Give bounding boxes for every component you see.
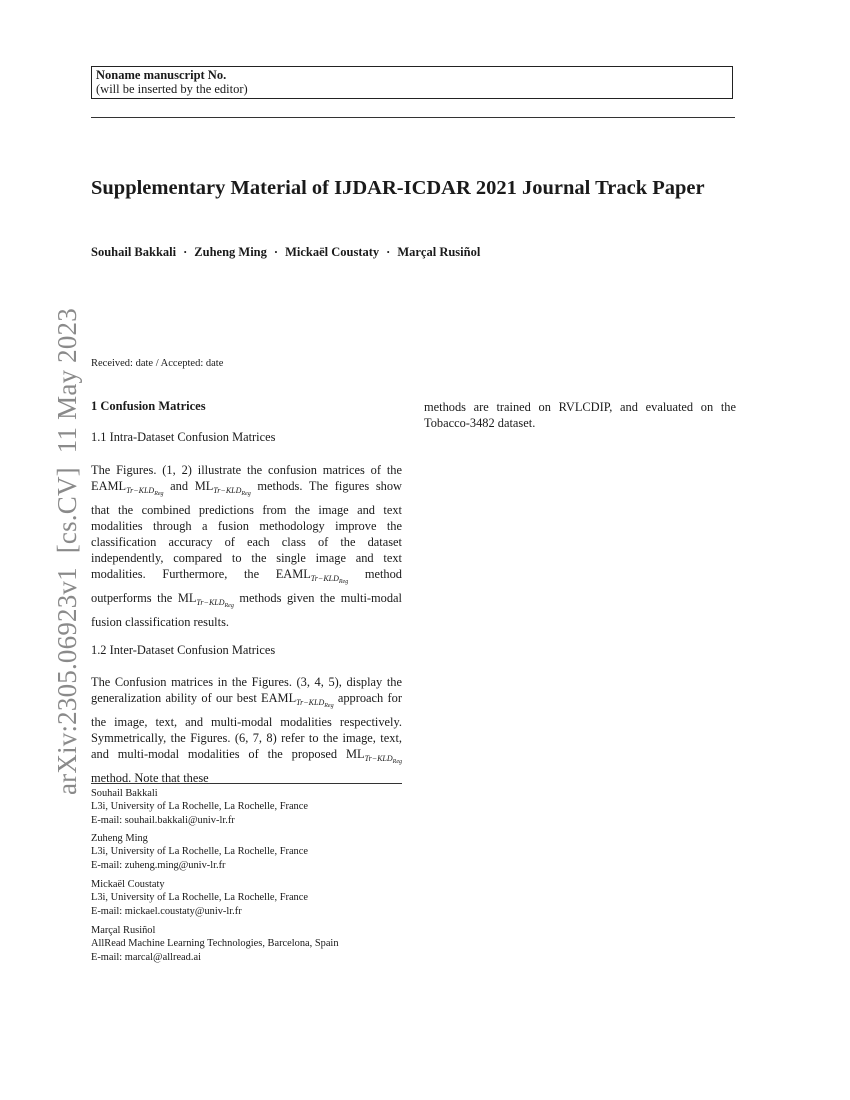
math-subscript: Tr−KLD (126, 486, 155, 495)
author-footnote (91, 878, 411, 918)
footnote-name: Marçal Rusiñol (91, 925, 156, 936)
math-subscript: Tr−KLD (296, 698, 325, 707)
continuation-paragraph: methods are trained on RVLCDIP, and evaluated on the Tobacco-3482 dataset. (424, 400, 736, 430)
received-date: Received: date / Accepted: date (91, 358, 224, 369)
footnote-email: E-mail: zuheng.ming@univ-lr.fr (91, 859, 226, 871)
footnote-affiliation: L3i, University of La Rochelle, La Rochelle, France (91, 846, 308, 858)
footnote-affiliation: L3i, University of La Rochelle, La Rochelle, France (91, 892, 308, 904)
arxiv-identifier-stamp: arXiv:2305.06923v1 [cs.CV] 11 May 2023 (52, 308, 82, 795)
footnote-rule (91, 783, 402, 784)
inter-dataset-paragraph: The Confusion matrices in the Figures. (3, 4, 5), display the generalization ability of our best $EAML_{Tr-KLD_{Reg}}$ approach for the image, text, and multi-modal modalities respectively. Symmetrically, the Figures. (6, 7, 8) refer to the image, text, and multi-modal modalities of the proposed $ML_{Tr-KLD_{Reg}}$ method. Note that these (91, 675, 402, 785)
author-list (91, 245, 480, 260)
footnote-name: Zuheng Ming (91, 833, 148, 844)
footnote-name: Souhail Bakkali (91, 788, 158, 799)
author-name: Zuheng Ming (194, 245, 267, 259)
footnote-affiliation: AllRead Machine Learning Technologies, Barcelona, Spain (91, 938, 339, 950)
author-footnote (91, 787, 411, 827)
footnote-email: E-mail: mickael.coustaty@univ-lr.fr (91, 905, 242, 917)
paper-title: Supplementary Material of IJDAR-ICDAR 2021 Journal Track Paper (91, 177, 705, 199)
editor-note: (will be inserted by the editor) (96, 82, 248, 96)
subsection-heading: 1.1 Intra-Dataset Confusion Matrices (91, 430, 276, 444)
author-separator: · (183, 245, 188, 259)
math-subscript: Tr−KLD (196, 598, 225, 607)
author-separator: · (273, 245, 279, 259)
author-separator: · (386, 245, 391, 259)
author-footnote (91, 924, 411, 964)
author-footnote (91, 832, 411, 872)
header-rule (91, 117, 735, 118)
author-name: Mickaël Coustaty (285, 245, 380, 259)
footnote-email: E-mail: marcal@allread.ai (91, 951, 201, 963)
math-subscript: Tr−KLD (310, 574, 339, 583)
manuscript-label: Noname manuscript No. (96, 68, 227, 82)
footnote-name: Mickaël Coustaty (91, 879, 165, 890)
section-heading: 1 Confusion Matrices (91, 399, 206, 413)
subsection-heading: 1.2 Inter-Dataset Confusion Matrices (91, 643, 276, 657)
manuscript-number-box (91, 66, 733, 99)
intra-dataset-paragraph: The Figures. (1, 2) illustrate the confusion matrices of the $EAML_{Tr-KLD_{Reg}}$ and $ML_{Tr-KLD_{Reg}}$ methods. The figures show that the combined predictions from the image and text modalities through a fusion methodology improve the classification accuracy of each class of the dataset independently, compared to the single image and text modalities. Furthermore, the $EAML_{Tr-KLD_{Reg}}$ method outperforms the $ML_{Tr-KLD_{Reg}}$ methods given the multi-modal fusion classification results. (91, 463, 402, 629)
author-name: Marçal Rusiñol (397, 245, 481, 259)
math-subscript: Tr−KLD (213, 486, 242, 495)
math-subscript: Tr−KLD (364, 754, 393, 763)
footnote-email: E-mail: souhail.bakkali@univ-lr.fr (91, 814, 235, 826)
footnote-affiliation: L3i, University of La Rochelle, La Rochelle, France (91, 801, 308, 813)
author-name: Souhail Bakkali (91, 245, 177, 259)
